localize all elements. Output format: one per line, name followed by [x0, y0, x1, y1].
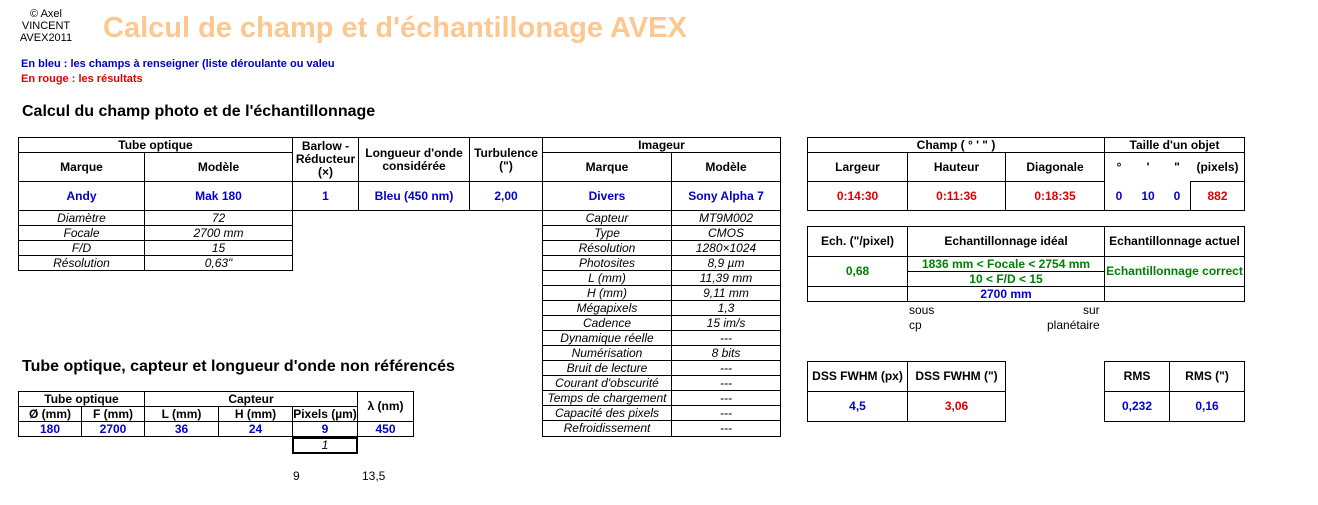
section-title-custom: Tube optique, capteur et longueur d'onde non référencés	[22, 358, 455, 375]
imager-prop-label: Refroidissement	[542, 420, 672, 437]
tube-prop-label: Focale	[18, 225, 145, 241]
custom-focal-header: F (mm)	[81, 406, 145, 422]
rms-header: RMS	[1104, 361, 1170, 392]
wavelength-select[interactable]: Bleu (450 nm)	[358, 181, 470, 211]
dss-fwhm-arc-value: 3,06	[907, 391, 1006, 422]
sampling-actual-header: Echantillonnage actuel	[1104, 226, 1245, 257]
turbulence-header: Turbulence (")	[469, 137, 543, 182]
note-sous: sous	[909, 303, 935, 317]
sampling-ideal-focal: 1836 mm < Focale < 2754 mm	[907, 256, 1105, 272]
custom-l-input[interactable]: 36	[144, 421, 219, 437]
tube-group-header: Tube optique	[18, 137, 293, 153]
field-height-header: Hauteur	[907, 152, 1006, 182]
imager-prop-value: 8,9 µm	[671, 255, 781, 271]
custom-h-header: H (mm)	[218, 406, 293, 422]
page-title: Calcul de champ et d'échantillonage AVEX	[103, 12, 687, 44]
sampling-empty-cell	[807, 286, 908, 302]
tube-prop-label: F/D	[18, 240, 145, 256]
imager-prop-value: 8 bits	[671, 345, 781, 361]
custom-sensor-group-header: Capteur	[144, 391, 358, 407]
imager-prop-label: Mégapixels	[542, 300, 672, 316]
tube-prop-value: 2700 mm	[144, 225, 293, 241]
copyright-line-1: © Axel	[30, 8, 62, 20]
object-px-value: 882	[1190, 181, 1245, 211]
tube-prop-label: Diamètre	[18, 210, 145, 226]
imager-prop-value: ---	[671, 420, 781, 437]
barlow-header: Barlow - Réducteur (×)	[292, 137, 359, 182]
sampling-ideal-focal-value: 2700 mm	[907, 286, 1105, 302]
wavelength-header: Longueur d'onde considérée	[358, 137, 470, 182]
object-sec-header: "	[1174, 159, 1180, 174]
imager-prop-value: 1,3	[671, 300, 781, 316]
custom-lambda-input[interactable]: 450	[357, 421, 414, 437]
custom-lambda-header: λ (nm)	[357, 391, 414, 422]
imager-prop-value: ---	[671, 360, 781, 376]
imager-brand-header: Marque	[542, 152, 672, 182]
sampling-empty-cell	[1104, 286, 1245, 302]
note-sur: sur	[1083, 303, 1100, 317]
custom-diameter-header: Ø (mm)	[18, 406, 82, 422]
tube-model-header: Modèle	[144, 152, 293, 182]
object-deg-input[interactable]: 0	[1115, 188, 1123, 203]
dss-fwhm-px-input[interactable]: 4,5	[807, 391, 908, 422]
imager-prop-label: Dynamique réelle	[542, 330, 672, 346]
custom-focal-input[interactable]: 2700	[81, 421, 145, 437]
sampling-ideal-fd: 10 < F/D < 15	[907, 271, 1105, 287]
imager-prop-label: Résolution	[542, 240, 672, 256]
imager-prop-value: 9,11 mm	[671, 285, 781, 301]
field-diagonal-header: Diagonale	[1005, 152, 1105, 182]
dss-fwhm-arc-header: DSS FWHM (")	[907, 361, 1006, 392]
object-min-header: '	[1146, 159, 1150, 174]
imager-prop-label: Temps de chargement	[542, 390, 672, 406]
sampling-ech-header: Ech. ("/pixel)	[807, 226, 908, 257]
imager-prop-value: ---	[671, 405, 781, 421]
sampling-ideal-header: Echantillonnage idéal	[907, 226, 1105, 257]
custom-pixels-input[interactable]: 9	[292, 421, 358, 437]
imager-prop-label: H (mm)	[542, 285, 672, 301]
custom-tube-group-header: Tube optique	[18, 391, 145, 407]
field-diagonal-value: 0:18:35	[1005, 181, 1105, 211]
footer-value-left: 9	[293, 469, 300, 483]
imager-prop-label: Numérisation	[542, 345, 672, 361]
imager-prop-value: ---	[671, 375, 781, 391]
custom-diameter-input[interactable]: 180	[18, 421, 82, 437]
footer-value-right: 13,5	[362, 469, 386, 483]
object-min-input[interactable]: 10	[1141, 188, 1155, 203]
imager-prop-label: L (mm)	[542, 270, 672, 286]
imager-prop-label: Capteur	[542, 210, 672, 226]
imager-prop-label: Cadence	[542, 315, 672, 331]
barlow-select[interactable]: 1	[292, 181, 359, 211]
imager-prop-value: MT9M002	[671, 210, 781, 226]
tube-model-select[interactable]: Mak 180	[144, 181, 293, 211]
imager-prop-value: 15 im/s	[671, 315, 781, 331]
note-cp: cp	[909, 318, 922, 332]
imager-prop-label: Capacité des pixels	[542, 405, 672, 421]
copyright-line-2: VINCENT	[21, 20, 71, 32]
imager-model-select[interactable]: Sony Alpha 7	[671, 181, 781, 211]
imager-prop-value: 1280×1024	[671, 240, 781, 256]
legend-blue: En bleu : les champs à renseigner (liste déroulante ou valeu	[21, 58, 335, 70]
imager-model-header: Modèle	[671, 152, 781, 182]
imager-prop-label: Photosites	[542, 255, 672, 271]
imager-group-header: Imageur	[542, 137, 781, 153]
sampling-ech-value: 0,68	[807, 256, 908, 287]
imager-brand-select[interactable]: Divers	[542, 181, 672, 211]
tube-brand-select[interactable]: Andy	[18, 181, 145, 211]
imager-prop-value: 11,39 mm	[671, 270, 781, 286]
sampling-actual-value: Echantillonnage correct	[1104, 256, 1245, 287]
object-size-group-header: Taille d'un objet	[1104, 137, 1245, 153]
copyright-block	[12, 8, 80, 44]
field-width-value: 0:14:30	[807, 181, 908, 211]
legend-red: En rouge : les résultats	[21, 73, 143, 85]
custom-l-header: L (mm)	[144, 406, 219, 422]
note-planetaire: planétaire	[1047, 318, 1100, 332]
custom-h-input[interactable]: 24	[218, 421, 293, 437]
tube-prop-value: 72	[144, 210, 293, 226]
object-deg-header: °	[1116, 159, 1122, 174]
rms-arc-value: 0,16	[1169, 391, 1245, 422]
rms-input[interactable]: 0,232	[1104, 391, 1170, 422]
section-title-main: Calcul du champ photo et de l'échantillonnage	[22, 103, 376, 120]
imager-prop-value: ---	[671, 330, 781, 346]
custom-pixels-header: Pixels (µm)	[293, 406, 357, 421]
custom-extra-cell[interactable]: 1	[292, 437, 358, 454]
tube-prop-value: 15	[144, 240, 293, 256]
imager-prop-value: ---	[671, 390, 781, 406]
copyright-line-3: AVEX2011	[19, 32, 73, 44]
field-width-header: Largeur	[807, 152, 908, 182]
imager-prop-label: Type	[542, 225, 672, 241]
imager-prop-label: Bruit de lecture	[542, 360, 672, 376]
rms-arc-header: RMS (")	[1169, 361, 1245, 392]
field-group-header: Champ ( ° ' " )	[807, 137, 1105, 153]
dss-fwhm-px-header: DSS FWHM (px)	[807, 361, 908, 392]
tube-prop-value: 0,63"	[144, 255, 293, 271]
imager-prop-label: Courant d'obscurité	[542, 375, 672, 391]
object-px-header: (pixels)	[1196, 159, 1239, 174]
object-sec-input[interactable]: 0	[1173, 188, 1181, 203]
turbulence-input[interactable]: 2,00	[469, 181, 543, 211]
imager-prop-value: CMOS	[671, 225, 781, 241]
field-height-value: 0:11:36	[907, 181, 1006, 211]
tube-prop-label: Résolution	[18, 255, 145, 271]
tube-brand-header: Marque	[18, 152, 145, 182]
